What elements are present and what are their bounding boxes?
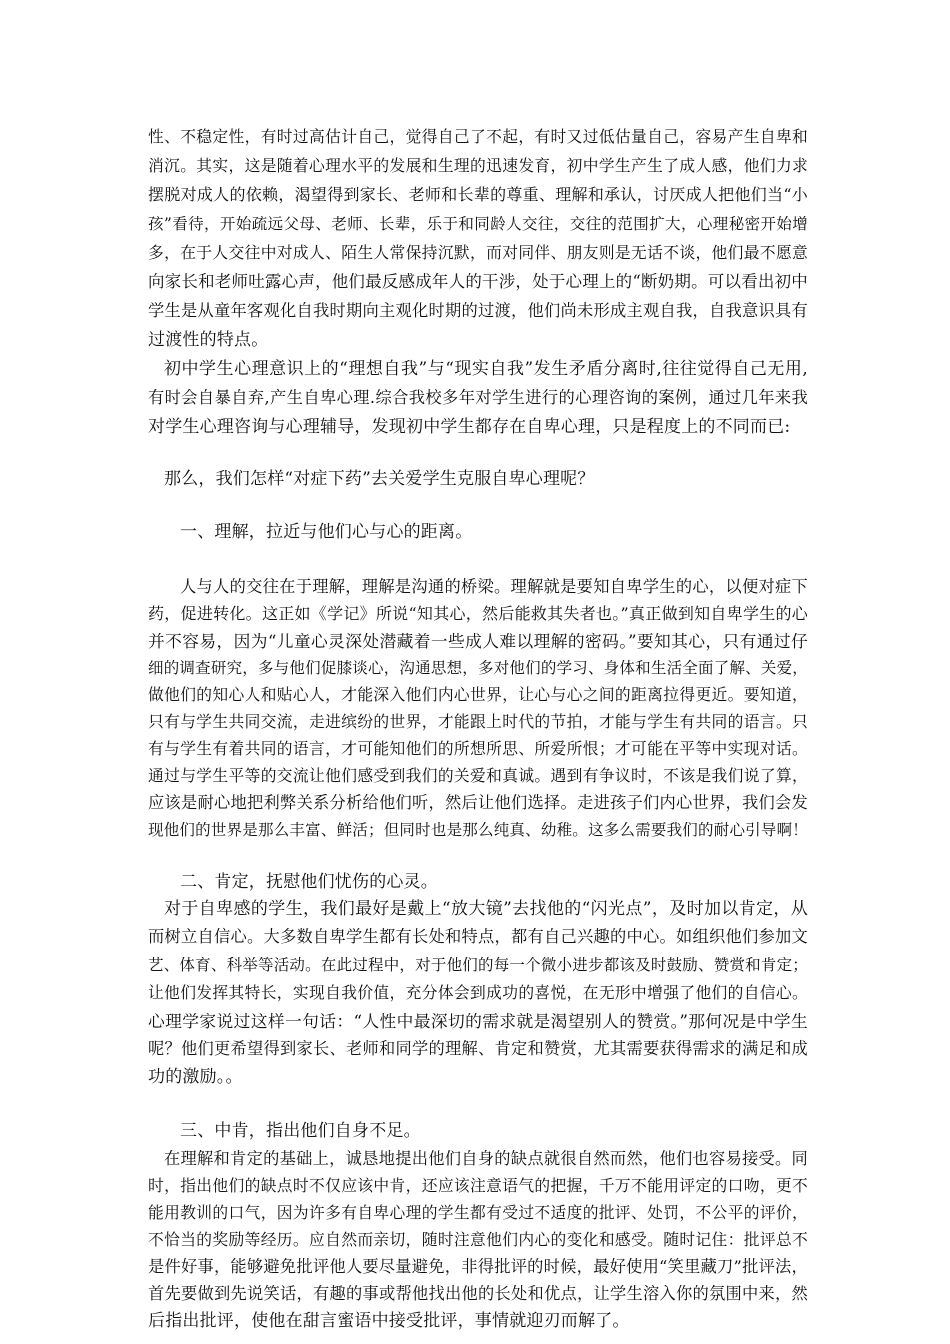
- section-heading-2: 二、肯定，抚慰他们忧伤的心灵。: [180, 872, 438, 892]
- paragraph-line: 能用教训的口气，因为许多有自卑心理的学生都有受过不适度的批评、处罚，不公平的评价，: [148, 1203, 808, 1222]
- paragraph-line: 呢？他们更希望得到家长、老师和同学的理解、肯定和赞赏，尤其需要获得需求的满足和成: [148, 1039, 808, 1058]
- paragraph-line: 做他们的知心人和贴心人，才能深入他们内心世界，让心与心之间的距离拉得更近。要知道，: [148, 685, 808, 704]
- paragraph-line: 初中学生心理意识上的“理想自我”与“现实自我”发生矛盾分离时,往往觉得自己无用,: [164, 359, 808, 379]
- paragraph-line: 多，在于人交往中对成人、陌生人常保持沉默，而对同伴、朋友则是无话不谈，他们最不愿意: [148, 243, 808, 262]
- paragraph-line: 让他们发挥其特长，实现自我价值，充分体会到成功的喜悦，在无形中增强了他们的自信心。: [148, 983, 808, 1002]
- paragraph-line: 后指出批评，使他在甜言蜜语中接受批评，事情就迎刃而解了。: [148, 1311, 630, 1331]
- paragraph-line: 对学生心理咨询与心理辅导，发现初中学生都存在自卑心理，只是程度上的不同而已:: [148, 417, 791, 437]
- paragraph-line: 在理解和肯定的基础上，诚恳地提出他们自身的缺点就很自然而然，他们也容易接受。同: [164, 1149, 808, 1168]
- paragraph-line: 细的调查研究，多与他们促膝谈心，沟通思想，多对他们的学习、身体和生活全面了解、关爱，: [148, 659, 808, 677]
- section-heading-1: 一、理解，拉近与他们心与心的距离。: [180, 522, 473, 542]
- paragraph-line: 而树立自信心。大多数自卑学生都有长处和特点，都有自己兴趣的中心。如组织他们参加文: [148, 927, 808, 946]
- paragraph-line: 性、不稳定性，有时过高估计自己，觉得自己了不起，有时又过低估量自己，容易产生自卑和: [148, 127, 808, 146]
- paragraph-line: 并不容易，因为“儿童心灵深处潜藏着一些成人难以理解的密码。”要知其心，只有通过仔: [148, 631, 808, 651]
- paragraph-line: 孩”看待，开始疏远父母、老师、长辈，乐于和同龄人交往，交往的范围扩大，心理秘密开始增: [148, 215, 808, 233]
- paragraph-line: 通过与学生平等的交流让他们感受到我们的关爱和真诚。遇到有争议时，不该是我们说了算，: [148, 766, 808, 785]
- paragraph-line: 应该是耐心地把利弊关系分析给他们听，然后让他们选择。走进孩子们内心世界，我们会发: [148, 793, 808, 812]
- paragraph-line: 艺、体育、科举等活动。在此过程中，对于他们的每一个微小进步都该及时鼓励、赞赏和肯定；: [148, 956, 808, 974]
- paragraph-line: 对于自卑感的学生，我们最好是戴上“放大镜”去找他的“闪光点”，及时加以肯定，从: [164, 899, 808, 919]
- paragraph-line: 摆脱对成人的依赖，渴望得到家长、老师和长辈的尊重、理解和承认，讨厌成人把他们当“小: [148, 185, 808, 204]
- paragraph-line: 首先要做到先说笑话，有趣的事或帮他找出他的长处和优点，让学生溶入你的氛围中来，然: [148, 1284, 808, 1303]
- question-line: 那么，我们怎样“对症下药”去关爱学生克服自卑心理呢？: [164, 469, 595, 489]
- paragraph-line: 有时会自暴自弃,产生自卑心理.综合我校多年对学生进行的心理咨询的案例，通过几年来我: [148, 388, 808, 407]
- paragraph-line: 心理学家说过这样一句话：“人性中最深切的需求就是渴望别人的赞赏。”那何况是中学生: [148, 1011, 808, 1031]
- paragraph-line: 人与人的交往在于理解，理解是沟通的桥梁。理解就是要知自卑学生的心，以便对症下: [180, 577, 808, 596]
- paragraph-line: 是件好事，能够避免批评他人要尽量避免，非得批评的时候，最好使用“笑里藏刀”批评法，: [148, 1257, 808, 1276]
- paragraph-line: 时，指出他们的缺点时不仅应该中肯，还应该注意语气的把握，千万不能用评定的口吻，更不: [148, 1176, 808, 1195]
- section-heading-3: 三、中肯，指出他们自身不足。: [180, 1121, 421, 1141]
- paragraph-line: 药，促进转化。这正如《学记》所说“知其心，然后能救其失者也。”真正做到知自卑学生的心: [148, 604, 808, 623]
- paragraph-line: 不恰当的奖励等经历。应自然而亲切，随时注意他们内心的变化和感受。随时记住：批评总不: [148, 1230, 808, 1249]
- paragraph-line: 向家长和老师吐露心声，他们最反感成年人的干涉，处于心理上的“断奶期。可以看出初中: [148, 272, 808, 291]
- paragraph-line: 只有与学生共同交流，走进缤纷的世界，才能跟上时代的节拍，才能与学生有共同的语言。只: [148, 712, 808, 731]
- paragraph-line: 功的激励。。: [148, 1067, 243, 1087]
- paragraph-line: 过渡性的特点。: [148, 330, 269, 350]
- paragraph-line: 有与学生有着共同的语言，才可能知他们的所想所思、所爱所恨；才可能在平等中实现对话。: [148, 739, 808, 758]
- paragraph-line: 学生是从童年客观化自我时期向主观化时期的过渡，他们尚未形成主观自我，自我意识具有: [148, 301, 808, 320]
- paragraph-line: 消沉。其实，这是随着心理水平的发展和生理的迅速发育，初中学生产生了成人感，他们力求: [148, 156, 808, 175]
- paragraph-line: 现他们的世界是那么丰富、鲜活；但同时也是那么纯真、幼稚。这多么需要我们的耐心引导啊！: [148, 821, 808, 839]
